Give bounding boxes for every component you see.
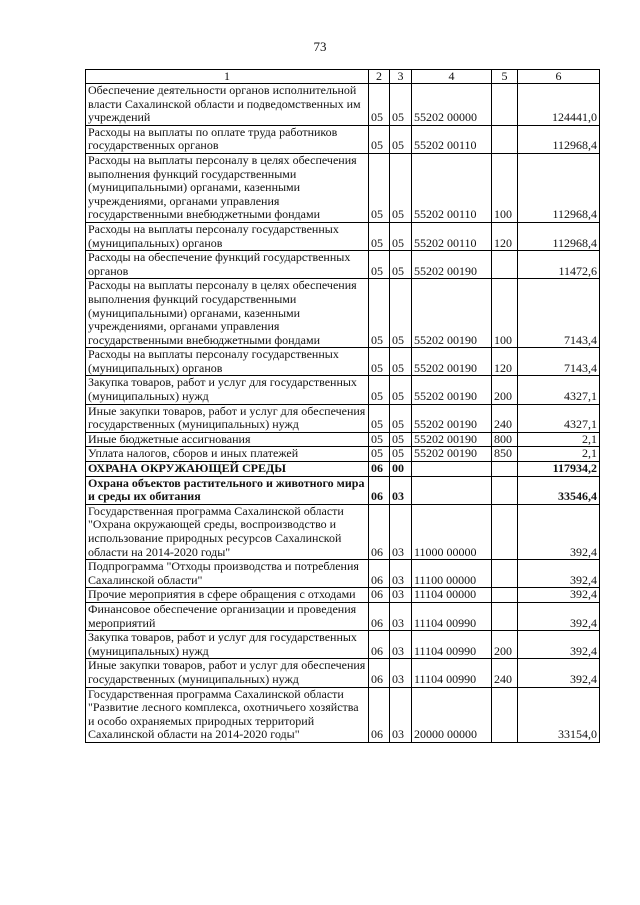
row-name: Иные закупки товаров, работ и услуг для обеспечения государственных (муниципальных) нужд <box>86 659 369 687</box>
row-subsection-code: 05 <box>390 432 412 447</box>
row-section-code: 06 <box>369 659 390 687</box>
table-row <box>86 404 600 432</box>
header-col-2: 2 <box>369 70 390 84</box>
row-section-code: 06 <box>369 462 390 477</box>
page-number: 73 <box>313 39 327 54</box>
table-row <box>86 251 600 279</box>
row-amount: 2,1 <box>518 447 600 462</box>
table-row <box>86 125 600 153</box>
row-subsection-code: 05 <box>390 404 412 432</box>
row-section-code: 06 <box>369 631 390 659</box>
header-col-5: 5 <box>492 70 518 84</box>
table-row <box>86 602 600 630</box>
row-subsection-code: 05 <box>390 376 412 404</box>
row-amount: 33546,4 <box>518 476 600 504</box>
row-amount: 117934,2 <box>518 462 600 477</box>
row-amount: 112968,4 <box>518 222 600 250</box>
table-row <box>86 476 600 504</box>
row-expense-type: 800 <box>492 432 518 447</box>
row-expense-type: 240 <box>492 404 518 432</box>
row-amount: 112968,4 <box>518 153 600 222</box>
row-expense-type: 120 <box>492 222 518 250</box>
row-expense-type: 100 <box>492 153 518 222</box>
row-target-article: 55202 00190 <box>412 447 492 462</box>
row-amount: 7143,4 <box>518 348 600 376</box>
row-section-code: 05 <box>369 432 390 447</box>
row-subsection-code: 03 <box>390 602 412 630</box>
row-section-code: 05 <box>369 279 390 348</box>
row-section-code: 05 <box>369 447 390 462</box>
row-name: Закупка товаров, работ и услуг для государственных (муниципальных) нужд <box>86 376 369 404</box>
table-row <box>86 560 600 588</box>
row-target-article: 11104 00990 <box>412 631 492 659</box>
row-subsection-code: 03 <box>390 631 412 659</box>
row-expense-type <box>492 560 518 588</box>
row-name: Закупка товаров, работ и услуг для государственных (муниципальных) нужд <box>86 631 369 659</box>
row-subsection-code: 05 <box>390 153 412 222</box>
row-name: Расходы на обеспечение функций государственных органов <box>86 251 369 279</box>
table-row <box>86 348 600 376</box>
row-expense-type <box>492 251 518 279</box>
row-subsection-code: 03 <box>390 588 412 603</box>
row-subsection-code: 05 <box>390 84 412 126</box>
row-amount: 7143,4 <box>518 279 600 348</box>
row-section-code: 05 <box>369 222 390 250</box>
row-target-article <box>412 462 492 477</box>
row-name: Государственная программа Сахалинской области "Охрана окружающей среды, воспроизводство и использование природных ресурсов Сахалинской области на 2014-2020 годы" <box>86 504 369 559</box>
row-expense-type <box>492 602 518 630</box>
row-section-code: 06 <box>369 504 390 559</box>
row-expense-type <box>492 84 518 126</box>
table-row <box>86 504 600 559</box>
row-subsection-code: 03 <box>390 560 412 588</box>
header-col-6: 6 <box>518 70 600 84</box>
table-row <box>86 222 600 250</box>
row-expense-type: 200 <box>492 376 518 404</box>
row-target-article: 55202 00190 <box>412 404 492 432</box>
row-amount: 392,4 <box>518 631 600 659</box>
budget-table <box>85 69 600 743</box>
row-subsection-code: 05 <box>390 222 412 250</box>
row-expense-type <box>492 588 518 603</box>
row-subsection-code: 05 <box>390 348 412 376</box>
row-target-article: 55202 00190 <box>412 251 492 279</box>
table-header-row <box>86 70 600 84</box>
row-subsection-code: 05 <box>390 447 412 462</box>
table-row <box>86 687 600 742</box>
row-subsection-code: 03 <box>390 687 412 742</box>
row-amount: 4327,1 <box>518 376 600 404</box>
table-row <box>86 588 600 603</box>
row-section-code: 06 <box>369 588 390 603</box>
row-target-article: 55202 00110 <box>412 222 492 250</box>
row-section-code: 06 <box>369 687 390 742</box>
row-expense-type: 240 <box>492 659 518 687</box>
table-row <box>86 631 600 659</box>
row-amount: 392,4 <box>518 659 600 687</box>
row-amount: 11472,6 <box>518 251 600 279</box>
row-target-article: 55202 00190 <box>412 279 492 348</box>
row-section-code: 06 <box>369 560 390 588</box>
row-section-code: 06 <box>369 602 390 630</box>
row-name: Иные закупки товаров, работ и услуг для обеспечения государственных (муниципальных) нужд <box>86 404 369 432</box>
row-name: Охрана объектов растительного и животного мира и среды их обитания <box>86 476 369 504</box>
table-row <box>86 462 600 477</box>
row-target-article: 55202 00190 <box>412 348 492 376</box>
row-name: Финансовое обеспечение организации и проведения мероприятий <box>86 602 369 630</box>
row-subsection-code: 03 <box>390 659 412 687</box>
row-section-code: 05 <box>369 404 390 432</box>
row-target-article: 55202 00110 <box>412 153 492 222</box>
row-amount: 112968,4 <box>518 125 600 153</box>
table-row <box>86 376 600 404</box>
row-section-code: 05 <box>369 153 390 222</box>
row-name: Обеспечение деятельности органов исполнительной власти Сахалинской области и подведомственных им учреждений <box>86 84 369 126</box>
row-expense-type <box>492 125 518 153</box>
row-target-article: 11104 00990 <box>412 602 492 630</box>
row-amount: 392,4 <box>518 588 600 603</box>
row-name: Государственная программа Сахалинской области "Развитие лесного комплекса, охотничьего хозяйства и особо охраняемых природных территорий Сахалинской области на 2014-2020 годы" <box>86 687 369 742</box>
row-expense-type <box>492 476 518 504</box>
row-subsection-code: 03 <box>390 476 412 504</box>
row-target-article: 20000 00000 <box>412 687 492 742</box>
row-amount: 124441,0 <box>518 84 600 126</box>
row-section-code: 05 <box>369 84 390 126</box>
row-expense-type <box>492 504 518 559</box>
row-name: Расходы на выплаты персоналу в целях обеспечения выполнения функций государственными (муниципальными) органами, казенными учреждениями, органами управления государственными внебюджетными фондами <box>86 153 369 222</box>
row-name: Расходы на выплаты персоналу государственных (муниципальных) органов <box>86 222 369 250</box>
row-expense-type: 100 <box>492 279 518 348</box>
row-target-article: 55202 00190 <box>412 376 492 404</box>
row-name: Уплата налогов, сборов и иных платежей <box>86 447 369 462</box>
row-amount: 2,1 <box>518 432 600 447</box>
row-amount: 4327,1 <box>518 404 600 432</box>
row-amount: 33154,0 <box>518 687 600 742</box>
row-name: Иные бюджетные ассигнования <box>86 432 369 447</box>
table-row <box>86 153 600 222</box>
table-row <box>86 659 600 687</box>
row-name: Расходы на выплаты по оплате труда работников государственных органов <box>86 125 369 153</box>
row-amount: 392,4 <box>518 602 600 630</box>
row-section-code: 05 <box>369 376 390 404</box>
table-row <box>86 84 600 126</box>
row-target-article: 55202 00190 <box>412 432 492 447</box>
row-subsection-code: 05 <box>390 279 412 348</box>
row-target-article: 55202 00110 <box>412 125 492 153</box>
table-row <box>86 279 600 348</box>
row-name: ОХРАНА ОКРУЖАЮЩЕЙ СРЕДЫ <box>86 462 369 477</box>
header-col-3: 3 <box>390 70 412 84</box>
row-section-code: 05 <box>369 251 390 279</box>
row-target-article: 11104 00990 <box>412 659 492 687</box>
row-subsection-code: 05 <box>390 251 412 279</box>
row-expense-type: 120 <box>492 348 518 376</box>
row-name: Расходы на выплаты персоналу в целях обеспечения выполнения функций государственными (муниципальными) органами, казенными учреждениями, органами управления государственными внебюджетными фондами <box>86 279 369 348</box>
row-subsection-code: 00 <box>390 462 412 477</box>
row-section-code: 05 <box>369 348 390 376</box>
row-expense-type: 850 <box>492 447 518 462</box>
row-target-article <box>412 476 492 504</box>
row-expense-type: 200 <box>492 631 518 659</box>
table-row <box>86 432 600 447</box>
row-target-article: 11100 00000 <box>412 560 492 588</box>
header-col-1: 1 <box>86 70 369 84</box>
row-subsection-code: 05 <box>390 125 412 153</box>
row-name: Прочие мероприятия в сфере обращения с отходами <box>86 588 369 603</box>
row-expense-type <box>492 462 518 477</box>
row-target-article: 11000 00000 <box>412 504 492 559</box>
header-col-4: 4 <box>412 70 492 84</box>
row-target-article: 11104 00000 <box>412 588 492 603</box>
row-name: Подпрограмма "Отходы производства и потребления Сахалинской области" <box>86 560 369 588</box>
row-section-code: 06 <box>369 476 390 504</box>
row-name: Расходы на выплаты персоналу государственных (муниципальных) органов <box>86 348 369 376</box>
row-expense-type <box>492 687 518 742</box>
row-subsection-code: 03 <box>390 504 412 559</box>
row-amount: 392,4 <box>518 504 600 559</box>
row-section-code: 05 <box>369 125 390 153</box>
row-target-article: 55202 00000 <box>412 84 492 126</box>
table-row <box>86 447 600 462</box>
row-amount: 392,4 <box>518 560 600 588</box>
